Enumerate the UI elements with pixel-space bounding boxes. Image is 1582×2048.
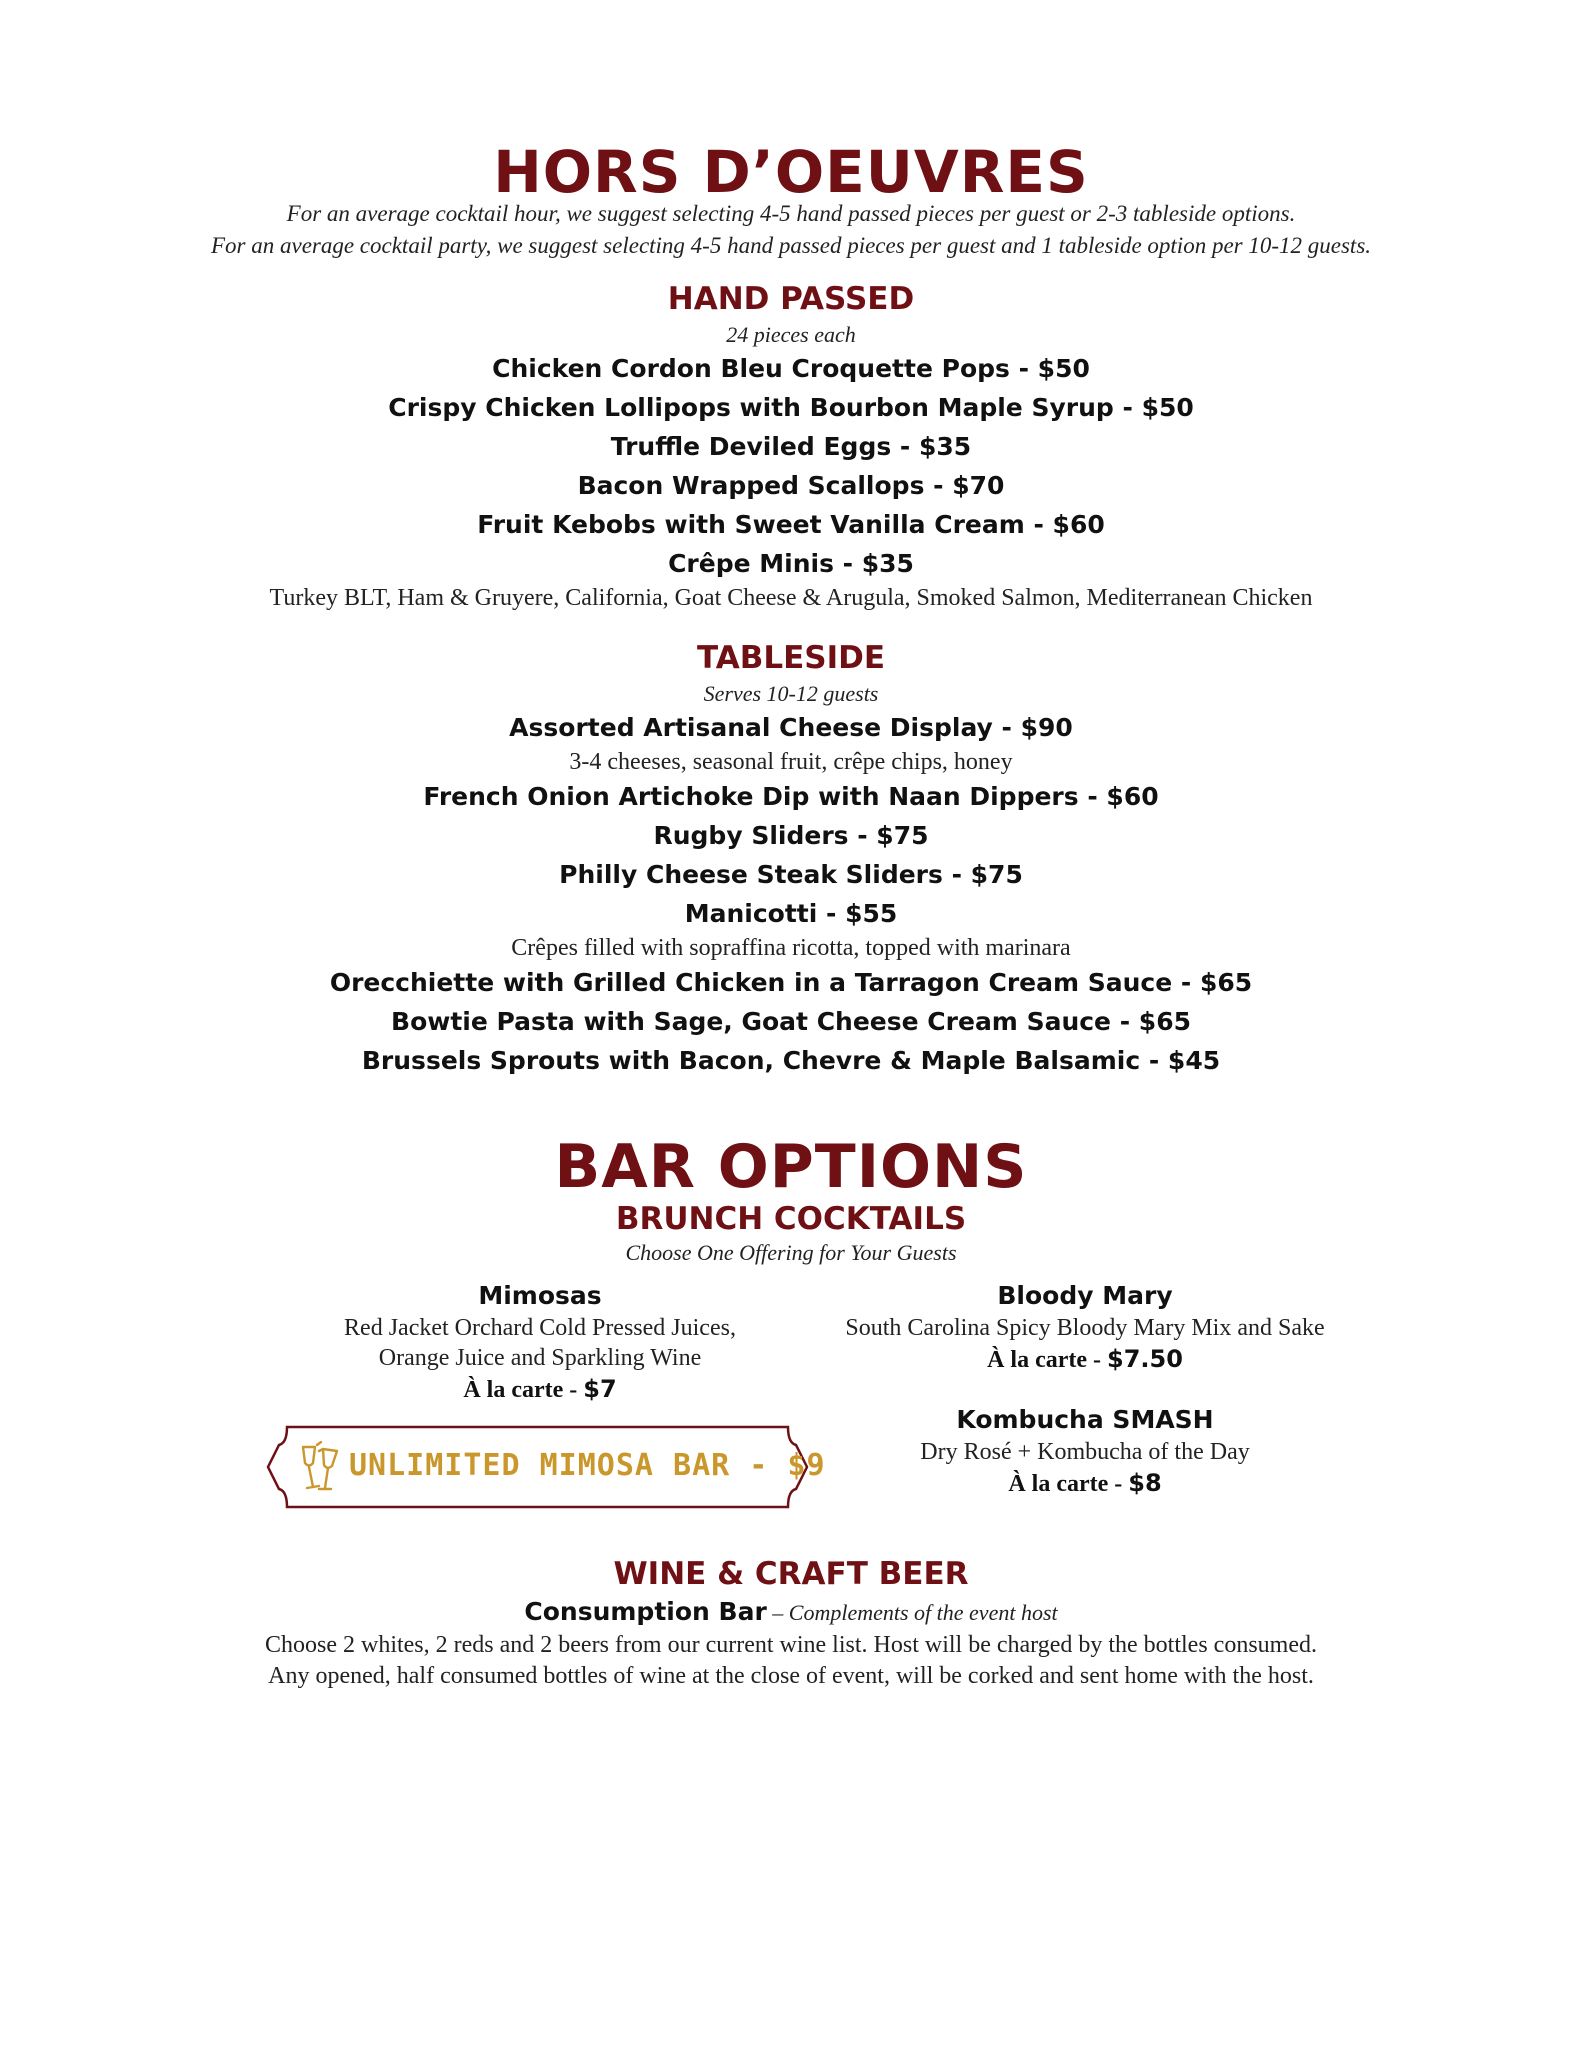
intro-line-2: For an average cocktail party, we suggest selecting 4-5 hand passed pieces per guest and 1 tableside option per 10-12 guests.: [210, 233, 1372, 258]
mimosas-offering: [290, 1279, 790, 1406]
intro-line-1: For an average cocktail hour, we suggest selecting 4-5 hand passed pieces per guest or 2-3 tableside options.: [286, 201, 1296, 226]
bar-title: BAR OPTIONS: [554, 1132, 1028, 1202]
tableside-note: Serves 10-12 guests: [703, 681, 879, 706]
hors-section: [0, 138, 1582, 206]
mimosas-desc-1: Red Jacket Orchard Cold Pressed Juices,: [344, 1315, 736, 1341]
mimosa-bar-label: UNLIMITED MIMOSA BAR - $9: [349, 1448, 826, 1483]
champagne-glasses-icon: [297, 1441, 345, 1495]
hand-passed-note: 24 pieces each: [726, 322, 856, 347]
menu-item: Brussels Sprouts with Bacon, Chevre & Maple Balsamic - $45: [361, 1046, 1221, 1075]
consumption-label: Consumption Bar: [524, 1597, 767, 1626]
menu-item: Bowtie Pasta with Sage, Goat Cheese Cream Sauce - $65: [391, 1007, 1191, 1036]
consumption-line: [0, 1595, 1582, 1630]
menu-item: French Onion Artichoke Dip with Naan Dippers - $60: [423, 782, 1159, 811]
kombucha-name: Kombucha SMASH: [956, 1405, 1214, 1434]
menu-item: Philly Cheese Steak Sliders - $75: [559, 860, 1023, 889]
wine-section: [0, 1556, 1582, 1692]
consumption-note: – Complements of the event host: [766, 1600, 1058, 1625]
kombucha-desc: Dry Rosé + Kombucha of the Day: [920, 1439, 1250, 1465]
mimosas-name: Mimosas: [478, 1281, 602, 1310]
menu-item: Bacon Wrapped Scallops - $70: [577, 471, 1005, 500]
hand-passed-section: [0, 281, 1582, 613]
mimosa-bar-banner: [265, 1421, 826, 1513]
bloody-mary-name: Bloody Mary: [997, 1281, 1173, 1310]
kombucha-price-line: [800, 1467, 1370, 1500]
menu-item: Orecchiette with Grilled Chicken in a Tarragon Cream Sauce - $65: [329, 968, 1253, 997]
menu-item: Truffle Deviled Eggs - $35: [610, 432, 972, 461]
price-label: À la carte -: [987, 1347, 1108, 1373]
hand-passed-title: HAND PASSED: [667, 281, 915, 317]
bloody-mary-price: $7.50: [1107, 1345, 1183, 1373]
price-label: À la carte -: [1008, 1471, 1129, 1497]
hors-intro: [0, 198, 1582, 262]
bloody-mary-desc: South Carolina Spicy Bloody Mary Mix and Sake: [845, 1315, 1325, 1341]
menu-item: Fruit Kebobs with Sweet Vanilla Cream - $60: [477, 510, 1105, 539]
menu-item: Manicotti - $55: [684, 899, 898, 928]
wine-desc-2: Any opened, half consumed bottles of wine at the close of event, will be corked and sent home with the host.: [268, 1663, 1314, 1689]
mimosas-price-line: [290, 1373, 790, 1406]
brunch-note: Choose One Offering for Your Guests: [625, 1240, 957, 1265]
bloody-mary-price-line: [800, 1343, 1370, 1376]
crepe-description: Turkey BLT, Ham & Gruyere, California, Goat Cheese & Arugula, Smoked Salmon, Mediterranean Chicken: [269, 585, 1313, 611]
price-label: À la carte -: [463, 1377, 584, 1403]
menu-item: Crispy Chicken Lollipops with Bourbon Maple Syrup - $50: [388, 393, 1194, 422]
kombucha-price: $8: [1128, 1469, 1162, 1497]
menu-item: Chicken Cordon Bleu Croquette Pops - $50: [492, 354, 1090, 383]
menu-item: Rugby Sliders - $75: [653, 821, 929, 850]
brunch-title: BRUNCH COCKTAILS: [615, 1201, 967, 1237]
menu-item: Assorted Artisanal Cheese Display - $90: [509, 713, 1073, 742]
bar-section: [0, 1132, 1582, 1267]
manicotti-description: Crêpes filled with sopraffina ricotta, topped with marinara: [511, 935, 1071, 961]
kombucha-offering: [800, 1403, 1370, 1500]
mimosas-desc-2: Orange Juice and Sparkling Wine: [378, 1345, 702, 1371]
tableside-title: TABLESIDE: [696, 640, 886, 676]
wine-desc-1: Choose 2 whites, 2 reds and 2 beers from our current wine list. Host will be charged by the bottles consumed.: [264, 1632, 1317, 1658]
tableside-section: [0, 640, 1582, 1080]
cheese-description: 3-4 cheeses, seasonal fruit, crêpe chips, honey: [569, 749, 1013, 775]
mimosas-price: $7: [583, 1375, 617, 1403]
menu-item: Crêpe Minis - $35: [668, 549, 914, 578]
hors-title: HORS D’OEUVRES: [493, 138, 1089, 206]
bloody-mary-offering: [800, 1279, 1370, 1376]
wine-title: WINE & CRAFT BEER: [613, 1556, 969, 1592]
